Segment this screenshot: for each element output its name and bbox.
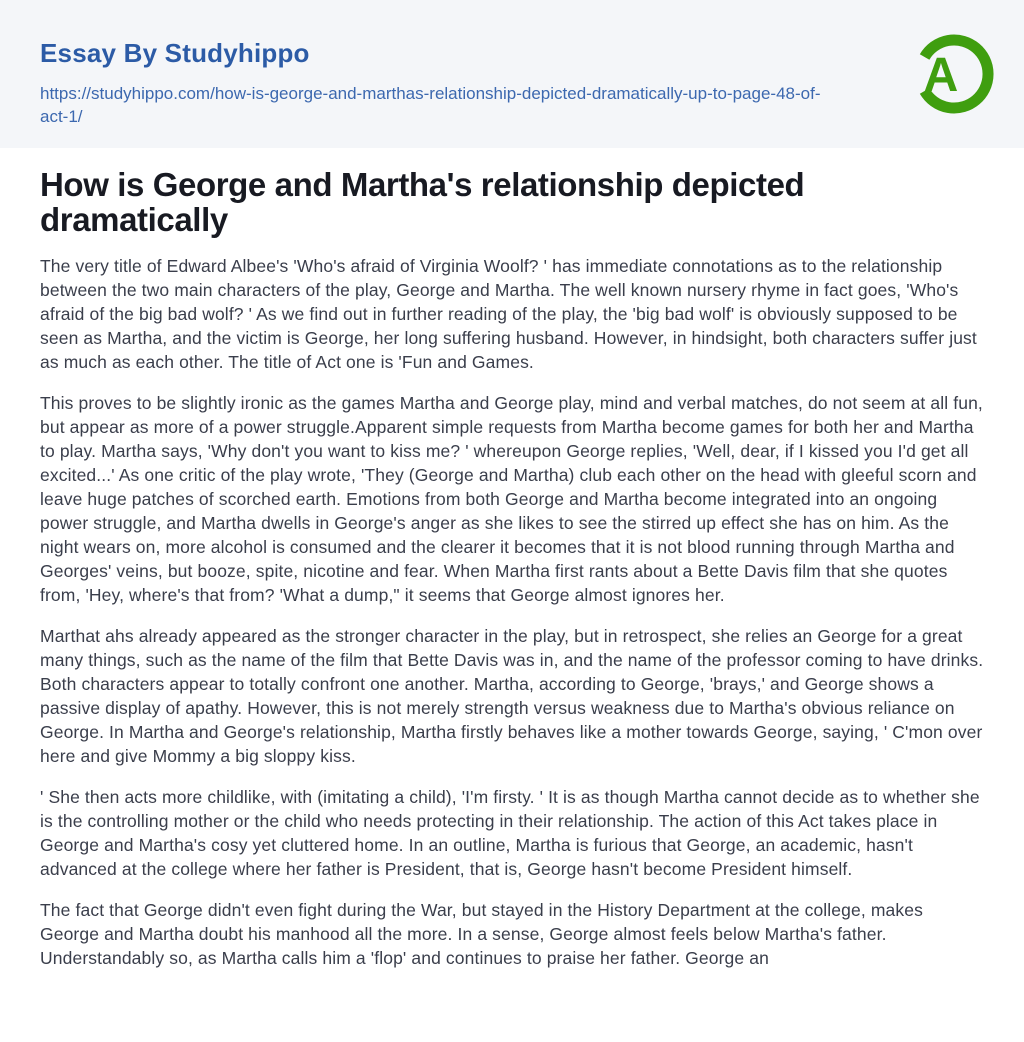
page-header — [0, 0, 1024, 148]
site-title: Essay By Studyhippo — [40, 38, 310, 68]
studyhippo-logo[interactable] — [910, 30, 998, 118]
logo-circle-icon — [910, 30, 998, 118]
page-url-link[interactable]: https://studyhippo.com/how-is-george-and-marthas-relationship-depicted-dramatically-up-to-page-48-of-act-1/ — [40, 84, 821, 126]
essay-paragraph: The very title of Edward Albee's 'Who's afraid of Virginia Woolf? ' has immediate connotations as to the relationship between the two main characters of the play, George and Martha. The well known nursery rhyme in fact goes, 'Who's afraid of the big bad wolf? ' As we find out in further reading of the play, the 'big bad wolf' is obviously supposed to be seen as Martha, and the victim is George, her long suffering husband. However, in hindsight, both characters suffer just as much as each other. The title of Act one is 'Fun and Games. — [40, 256, 977, 372]
essay-paragraph: The fact that George didn't even fight during the War, but stayed in the History Department at the college, makes George and Martha doubt his manhood all the more. In a sense, George almost feels below Martha's father. Understandably so, as Martha calls him a 'flop' and continues to praise her father. George an — [40, 900, 923, 968]
essay-title: How is George and Martha's relationship depicted dramatically — [40, 166, 805, 238]
essay-paragraph: ' She then acts more childlike, with (imitating a child), 'I'm firsty. ' It is as though Martha cannot decide as to whether she is the controlling mother or the child who needs protecting in their relationship. The action of this Act takes place in George and Martha's cosy yet cluttered home. In an outline, Martha is furious that George, an academic, hasn't advanced at the college where her father is President, that is, George hasn't become President himself. — [40, 787, 980, 879]
essay-paragraph: Marthat ahs already appeared as the stronger character in the play, but in retrospect, she relies an George for a great many things, such as the name of the film that Bette Davis was in, and the name of the professor coming to have drinks. Both characters appear to totally confront one another. Martha, according to George, 'brays,' and George shows a passive display of apathy. However, this is not merely strength versus weakness due to Martha's obvious reliance on George. In Martha and George's relationship, Martha firstly behaves like a mother towards George, saying, ' C'mon over here and give Mommy a big sloppy kiss. — [40, 626, 984, 766]
logo-letter: A — [923, 49, 959, 102]
essay-paragraph: This proves to be slightly ironic as the games Martha and George play, mind and verbal matches, do not seem at all fun, but appear as more of a power struggle.Apparent simple requests from Martha become games for both her and Martha to play. Martha says, 'Why don't you want to kiss me? ' whereupon George replies, 'Well, dear, if I kissed you I'd get all excited...' As one critic of the play wrote, 'They (George and Martha) club each other on the head with gleeful scorn and leave huge patches of scorched earth. Emotions from both George and Martha become integrated into an ongoing power struggle, and Martha dwells in George's anger as she likes to see the stirred up effect she has on him. As the night wears on, more alcohol is consumed and the clearer it becomes that it is not blood running through Martha and Georges' veins, but booze, spite, nicotine and fear. When Martha first rants about a Bette Davis film that she quotes from, 'Hey, where's that from? 'What a dump," it seems that George almost ignores her. — [40, 393, 983, 605]
essay-content — [0, 167, 1024, 970]
